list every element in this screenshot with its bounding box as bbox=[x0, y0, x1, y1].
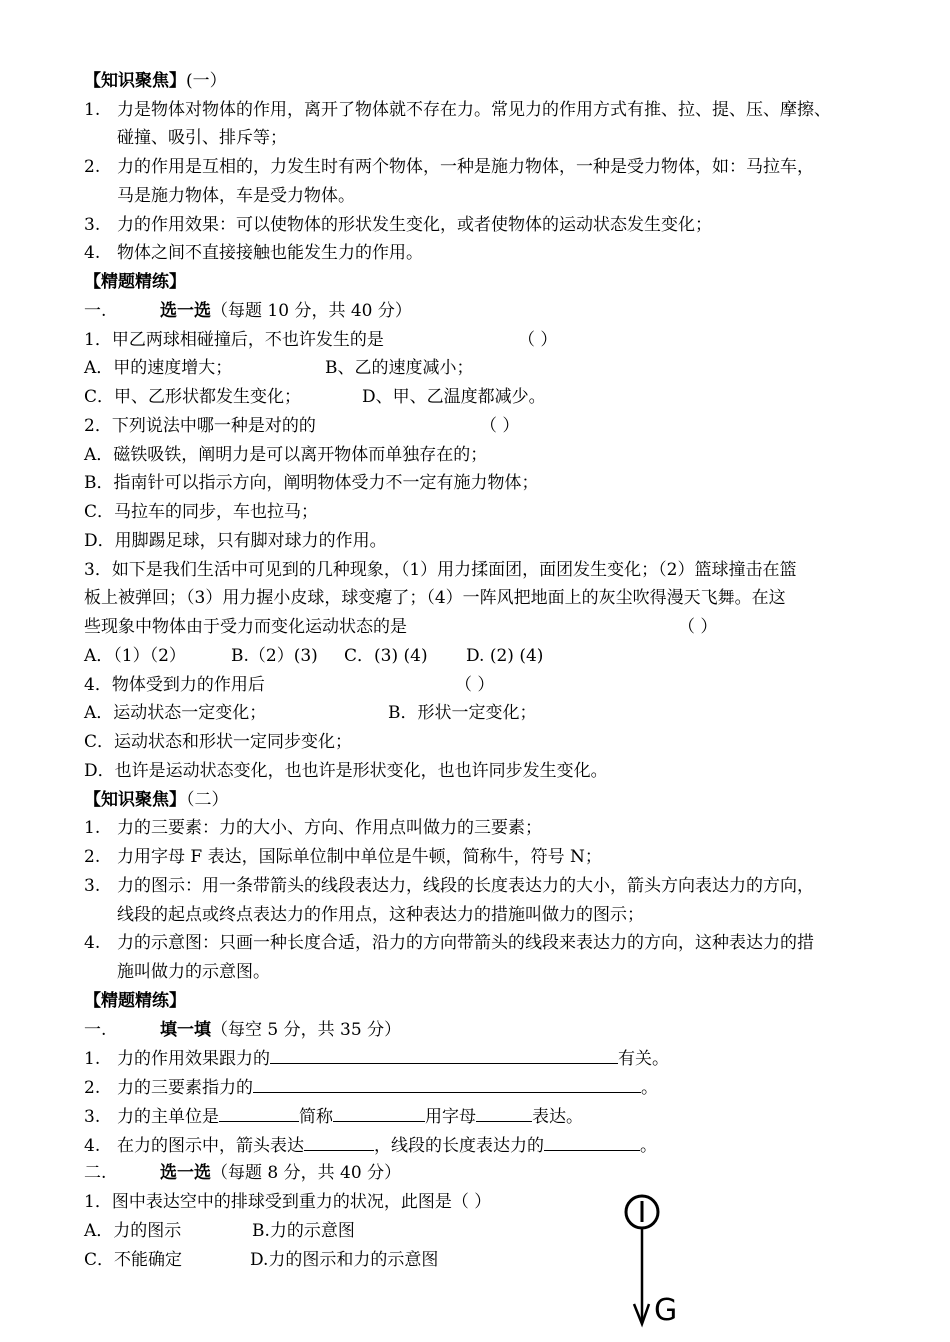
q1-option-d: D、甲、乙温度都减少。 bbox=[362, 387, 546, 407]
item-number: 3. bbox=[84, 876, 101, 896]
part-number: 一. bbox=[84, 1020, 107, 1040]
practice1-heading: 【精题精练】 bbox=[84, 272, 186, 292]
part-title: 选一选 bbox=[160, 301, 211, 321]
part-number: 一. bbox=[84, 301, 107, 321]
q3-stem-line-2: 板上被弹回；（3）用力握小皮球，球变瘪了；（4）一阵风把地面上的灰尘吹得漫天飞舞。在这 bbox=[84, 588, 786, 608]
focus2-item-4 bbox=[84, 933, 814, 953]
focus1-item-2-cont: 马是施力物体，车是受力物体。 bbox=[117, 186, 355, 206]
focus1-item-4 bbox=[84, 243, 423, 263]
question-text: 表达。 bbox=[532, 1107, 583, 1127]
item-text: 力的图示：用一条带箭头的线段表达力，线段的长度表达力的大小，箭头方向表达力的方向， bbox=[117, 876, 814, 896]
gravity-force-figure bbox=[612, 1188, 692, 1338]
answer-blank[interactable] bbox=[304, 1135, 374, 1151]
part2-heading bbox=[84, 1020, 401, 1040]
q1-option-a: A．甲的速度增大； bbox=[84, 358, 233, 378]
item-text: 力的作用效果：可以使物体的形状发生变化，或者使物体的运动状态发生变化； bbox=[117, 215, 712, 235]
question-text: 。 bbox=[641, 1078, 658, 1098]
q2-stem: 2．下列说法中哪一种是对的的 bbox=[84, 416, 316, 436]
part-score: （每题 10 分，共 40 分） bbox=[211, 301, 412, 321]
focus2-suffix: （二） bbox=[186, 790, 229, 810]
q5-option-c: C．不能确定 bbox=[84, 1250, 183, 1270]
item-text: 力的作用是互相的，力发生时有两个物体，一种是施力物体，一种是受力物体，如：马拉车， bbox=[117, 157, 814, 177]
q4-option-b: B．形状一定变化； bbox=[388, 703, 537, 723]
force-label: G bbox=[654, 1293, 678, 1328]
answer-blank[interactable] bbox=[219, 1106, 299, 1122]
item-text: 物体之间不直接接触也能发生力的作用。 bbox=[117, 243, 423, 263]
q5-option-a: A．力的图示 bbox=[84, 1221, 182, 1241]
item-text: 力的三要素：力的大小、方向、作用点叫做力的三要素； bbox=[117, 818, 542, 838]
q2-option-d: D．用脚踢足球，只有脚对球力的作用。 bbox=[84, 531, 387, 551]
item-number: 1. bbox=[84, 818, 101, 838]
q5-option-d: D.力的图示和力的示意图 bbox=[250, 1250, 439, 1270]
focus2-item-3 bbox=[84, 876, 814, 896]
item-text: 力是物体对物体的作用，离开了物体就不存在力。常见力的作用方式有推、拉、提、压、摩擦、 bbox=[117, 100, 831, 120]
q1-answer-paren: （ ） bbox=[518, 330, 558, 350]
item-number: 4. bbox=[84, 1136, 101, 1156]
q3-answer-paren: （ ） bbox=[678, 617, 718, 637]
item-number: 2. bbox=[84, 157, 101, 177]
item-text: 力用字母 F 表达，国际单位制中单位是牛顿，简称牛，符号 N； bbox=[117, 847, 602, 867]
q4-option-d: D．也许是运动状态变化，也也许是形状变化，也也许同步发生变化。 bbox=[84, 761, 608, 781]
focus1-suffix: (一） bbox=[186, 71, 227, 91]
item-number: 1. bbox=[84, 100, 101, 120]
question-text: 有关。 bbox=[618, 1049, 669, 1069]
q2-option-c: C．马拉车的同步，车也拉马； bbox=[84, 502, 319, 522]
q1-option-b: B、乙的速度减小； bbox=[325, 358, 474, 378]
answer-blank[interactable] bbox=[253, 1077, 641, 1093]
q3-option-d: D. (2) (4) bbox=[466, 646, 544, 666]
q3-option-a: A．（1）（2） bbox=[84, 646, 186, 666]
answer-blank[interactable] bbox=[476, 1106, 532, 1122]
q4-option-c: C．运动状态和形状一定同步变化； bbox=[84, 732, 353, 752]
q2-option-a: A．磁铁吸铁，阐明力是可以离开物体而单独存在的； bbox=[84, 445, 488, 465]
q3-stem-line-3: 些现象中物体由于受力而变化运动状态的是 bbox=[84, 617, 407, 637]
item-number: 2. bbox=[84, 1078, 101, 1098]
item-number: 4. bbox=[84, 933, 101, 953]
focus1-heading: 【知识聚焦】 bbox=[84, 71, 186, 91]
q4-stem: 4．物体受到力的作用后 bbox=[84, 675, 265, 695]
part3-heading bbox=[84, 1163, 401, 1183]
focus1-item-1-cont: 碰撞、吸引、排斥等； bbox=[117, 128, 287, 148]
question-text: 力的主单位是 bbox=[117, 1107, 219, 1127]
q4-answer-paren: （ ） bbox=[455, 675, 495, 695]
focus2-item-4-cont: 施叫做力的示意图。 bbox=[117, 962, 270, 982]
focus1-item-1 bbox=[84, 100, 831, 120]
question-text: 用字母 bbox=[425, 1107, 476, 1127]
q4-option-a: A．运动状态一定变化； bbox=[84, 703, 267, 723]
focus2-heading-line bbox=[84, 790, 229, 810]
answer-blank[interactable] bbox=[333, 1106, 425, 1122]
q3-option-c: C．(3) (4) bbox=[344, 646, 428, 666]
item-number: 1. bbox=[84, 1049, 101, 1069]
focus2-item-3-cont: 线段的起点或终点表达力的作用点，这种表达力的措施叫做力的图示； bbox=[117, 905, 644, 925]
part-number: 二. bbox=[84, 1163, 107, 1183]
question-text: 简称 bbox=[299, 1107, 333, 1127]
part1-heading bbox=[84, 301, 412, 321]
q3-stem-line-1: 3．如下是我们生活中可见到的几种现象，（1）用力揉面团，面团发生变化；（2）篮球撞击在篮 bbox=[84, 560, 797, 580]
question-text: 力的三要素指力的 bbox=[117, 1078, 253, 1098]
q1-option-c: C．甲、乙形状都发生变化； bbox=[84, 387, 302, 407]
answer-blank[interactable] bbox=[544, 1135, 640, 1151]
part-title: 填一填 bbox=[160, 1020, 211, 1040]
practice2-heading: 【精题精练】 bbox=[84, 991, 186, 1011]
part-score: （每题 8 分，共 40 分） bbox=[211, 1163, 402, 1183]
question-text: 。 bbox=[640, 1136, 657, 1156]
fill-question-4 bbox=[84, 1135, 657, 1156]
focus2-item-1 bbox=[84, 818, 542, 838]
item-number: 4. bbox=[84, 243, 101, 263]
focus1-item-3 bbox=[84, 215, 712, 235]
question-text: 在力的图示中，箭头表达 bbox=[117, 1136, 304, 1156]
question-text: 力的作用效果跟力的 bbox=[117, 1049, 270, 1069]
focus1-heading-line bbox=[84, 71, 227, 91]
fill-question-3 bbox=[84, 1106, 583, 1127]
q2-option-b: B．指南针可以指示方向，阐明物体受力不一定有施力物体； bbox=[84, 473, 539, 493]
item-number: 3. bbox=[84, 215, 101, 235]
item-number: 3. bbox=[84, 1107, 101, 1127]
focus1-item-2 bbox=[84, 157, 814, 177]
q5-stem: 1．图中表达空中的排球受到重力的状况，此图是（ ） bbox=[84, 1192, 492, 1212]
focus2-heading: 【知识聚焦】 bbox=[84, 790, 186, 810]
fill-question-1 bbox=[84, 1048, 669, 1069]
q5-option-b: B.力的示意图 bbox=[252, 1221, 355, 1241]
fill-question-2 bbox=[84, 1077, 658, 1098]
q1-stem: 1．甲乙两球相碰撞后，不也许发生的是 bbox=[84, 330, 384, 350]
question-text: ，线段的长度表达力的 bbox=[374, 1136, 544, 1156]
answer-blank[interactable] bbox=[270, 1048, 618, 1064]
part-title: 选一选 bbox=[160, 1163, 211, 1183]
q3-option-b: B.（2）(3) bbox=[231, 646, 318, 666]
item-number: 2. bbox=[84, 847, 101, 867]
q2-answer-paren: （ ） bbox=[480, 416, 520, 436]
item-text: 力的示意图：只画一种长度合适，沿力的方向带箭头的线段来表达力的方向，这种表达力的措 bbox=[117, 933, 814, 953]
part-score: （每空 5 分，共 35 分） bbox=[211, 1020, 402, 1040]
focus2-item-2 bbox=[84, 847, 602, 867]
